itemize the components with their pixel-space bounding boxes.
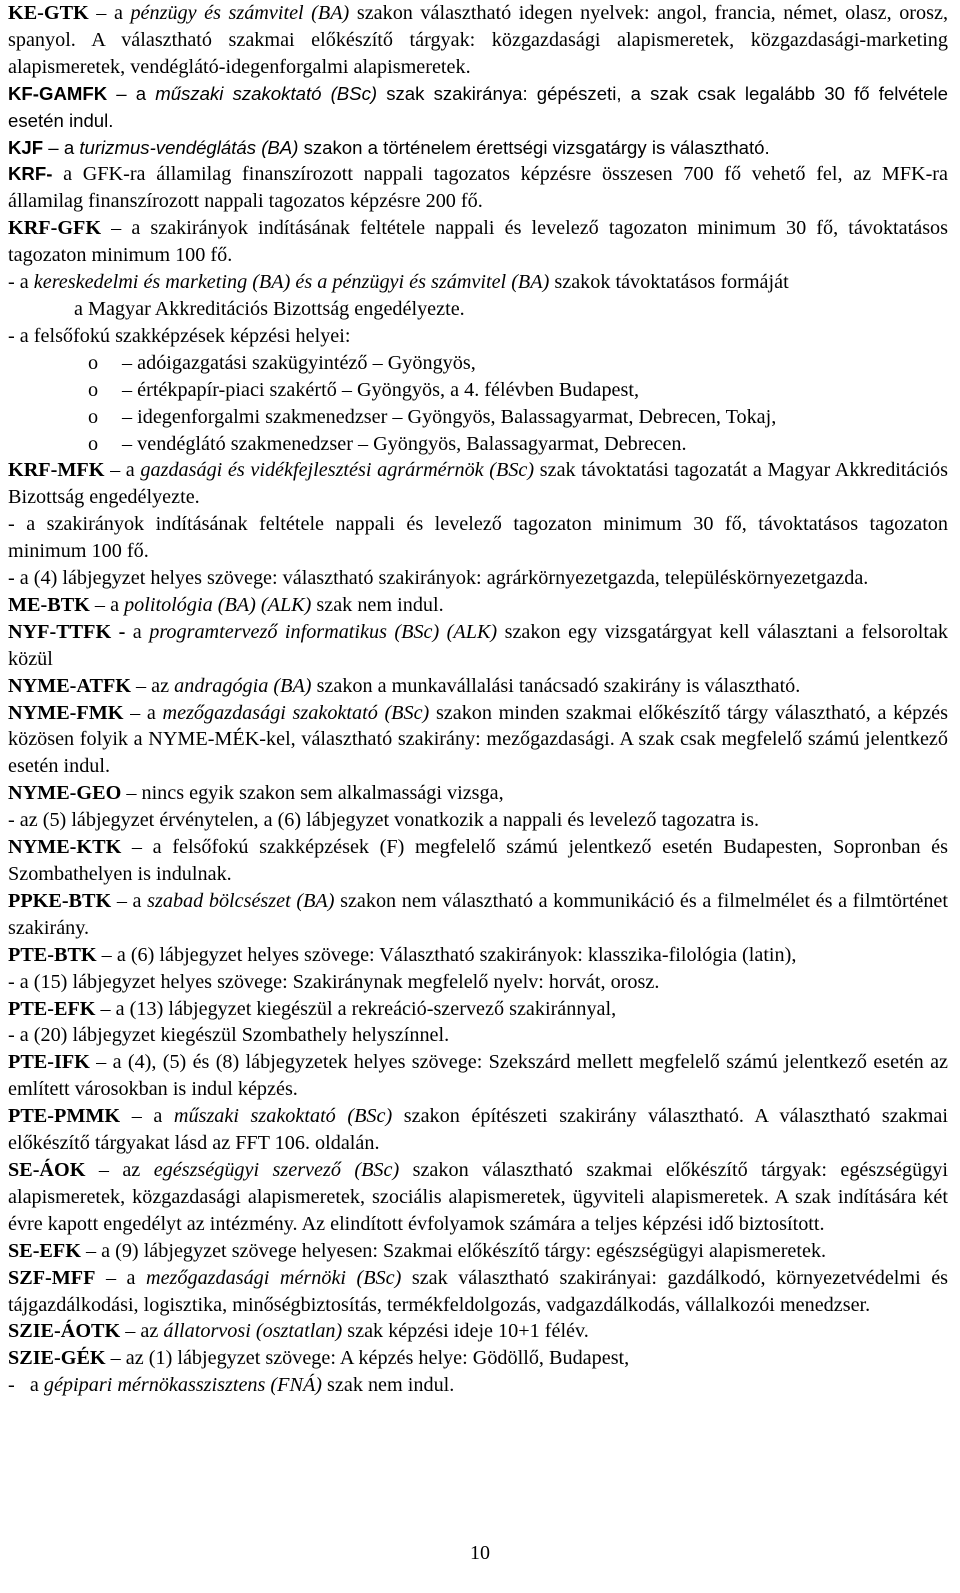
institution-code: PTE-BTK <box>8 943 97 966</box>
program-name: egészségügyi szervező (BSc) <box>153 1158 400 1181</box>
paragraph-ke-gtk <box>8 0 948 81</box>
text: – a felsőfokú szakképzések (F) megfelelő számú jelentkező esetén Budapesten, Sopronban és Szombathelyen is indulnak. <box>8 836 948 885</box>
text: szakon egy vizsgatárgyat kell választani a felsoroltak közül <box>8 620 949 670</box>
text: – az (1) lábjegyzet szövege: A képzés helye: Gödöllő, Budapest, <box>105 1347 630 1370</box>
paragraph-nyme-ktk <box>8 834 948 888</box>
krf-gfk-remote-note <box>8 269 948 296</box>
list-item <box>8 431 948 458</box>
institution-code: SE-ÁOK <box>8 1158 86 1181</box>
paragraph-kjf <box>8 135 948 162</box>
text: szakon választható szakmai előkészítő tárgyak: egészségügyi alapismeretek, közgazdasági alapismeretek, szociális alapismeretek, ügyviteli alapismeretek. A szak indítására két évre kapott engedélyt az intézmény. Az elindított évfolyamok számára a teljes képzési idő biztosított. <box>8 1158 948 1235</box>
szie-gek-note <box>8 1372 948 1399</box>
paragraph-kf-gamfk <box>8 81 948 135</box>
program-name: szabad bölcsészet (BA) <box>147 889 335 912</box>
text: szakon választható idegen nyelvek: angol, francia, német, olasz, orosz, spanyol. A választható szakmai előkészítő tárgyak: közgazdasági alapismeretek, közgazdasági-marketing alapismeretek, vendéglátó-idegenforgalmi alapismeretek. <box>8 2 948 78</box>
paragraph-pte-pmmk <box>8 1103 948 1157</box>
krf-gfk-remote-note-cont: a Magyar Akkreditációs Bizottság engedélyezte. <box>74 297 465 320</box>
institution-code: NYME-KTK <box>8 836 122 859</box>
institution-code: ME-BTK <box>8 593 90 616</box>
text: – az <box>120 1320 164 1343</box>
text: – a <box>43 136 80 158</box>
text: szakon minden szakmai előkészítő tárgy választható, a képzés közösen folyik a NYME-MÉK-kel, választható szakirány: mezőgazdasági. A szak csak megfelelő számú jelentkező esetén indul. <box>8 701 948 778</box>
krf-mfk-note-1: - a szakirányok indításának feltétele nappali és levelező tagozaton minimum 30 fő, távoktatásos tagozaton minimum 100 fő. <box>8 513 948 563</box>
institution-code: KE-GTK <box>8 2 89 24</box>
text: a <box>125 620 150 643</box>
text: - a <box>8 1374 44 1397</box>
paragraph-se-efk <box>8 1238 948 1265</box>
text: – a <box>111 889 148 912</box>
institution-code: KRF-GFK <box>8 217 102 240</box>
institution-code: SZF-MFF <box>8 1266 96 1289</box>
text: szakon nem választható a kommunikáció és a filmelmélet és a filmtörténet szakirány. <box>8 889 948 939</box>
program-name: politológia (BA) (ALK) <box>124 593 312 616</box>
text: – a <box>95 1266 146 1289</box>
paragraph-krf <box>8 161 948 215</box>
text: – nincs egyik szakon sem alkalmassági vizsga, <box>121 782 504 805</box>
nyme-geo-note: - az (5) lábjegyzet érvénytelen, a (6) lábjegyzet vonatkozik a nappali és levelező tagozatra is. <box>8 809 760 832</box>
paragraph-szie-gek <box>8 1345 948 1372</box>
text: szakok távoktatásos formáját <box>549 271 789 294</box>
text: – a <box>104 459 141 482</box>
program-name: mezőgazdasági szakoktató (BSc) <box>162 701 430 724</box>
bullet-marker: o <box>88 432 99 455</box>
program-name: pénzügy és számvitel (BA) <box>130 2 350 24</box>
institution-code: SZIE-GÉK <box>8 1347 106 1370</box>
institution-code: NYME-FMK <box>8 701 124 724</box>
text: – az <box>130 674 175 697</box>
text: – a (13) lábjegyzet kiegészül a rekreáció-szervező szakiránnyal, <box>95 997 617 1020</box>
institution-code: NYME-ATFK <box>8 674 131 697</box>
bullet-marker: o <box>88 378 99 401</box>
institution-code: PPKE-BTK <box>8 889 112 912</box>
text: szakon építészeti szakirány választható. A választható szakmai előkészítő tárgyakat lásd az FFT 106. oldalán. <box>8 1105 948 1155</box>
institution-code: PTE-EFK <box>8 997 96 1020</box>
text: – a (9) lábjegyzet szövege helyesen: Szakmai előkészítő tárgy: egészségügyi alapismeretek. <box>80 1239 827 1262</box>
bullet-marker: o <box>88 405 99 428</box>
list-item <box>8 377 948 404</box>
text: – a <box>120 1105 174 1128</box>
text: szak távoktatási tagozatát a Magyar Akkreditációs Bizottság engedélyezte. <box>8 459 948 509</box>
text: – a <box>89 593 125 616</box>
list-item <box>8 350 948 377</box>
text: – a <box>88 2 131 24</box>
text: – a <box>123 701 163 724</box>
list-item <box>8 404 948 431</box>
institution-code: SZIE-ÁOTK <box>8 1320 121 1343</box>
program-name: műszaki szakoktató (BSc) <box>173 1105 393 1128</box>
krf-gfk-locations-intro: - a felsőfokú szakképzések képzési helyei: <box>8 324 351 347</box>
paragraph-nyf-ttfk <box>8 619 948 673</box>
page-number: 10 <box>470 1542 490 1564</box>
institution-code: KRF- <box>8 163 53 185</box>
program-name: állatorvosi (osztatlan) <box>163 1320 343 1343</box>
list-item-text: – vendéglátó szakmenedzser – Gyöngyös, Balassagyarmat, Debrecen. <box>122 432 687 455</box>
paragraph-me-btk <box>8 592 948 619</box>
paragraph-krf-mfk <box>8 457 948 511</box>
paragraph-nyme-atfk <box>8 673 948 700</box>
program-name: andragógia (BA) <box>174 674 312 697</box>
pte-btk-note: - a (15) lábjegyzet helyes szövege: Szakiránynak megfelelő nyelv: horvát, orosz. <box>8 970 660 993</box>
paragraph-pte-ifk <box>8 1049 948 1103</box>
text: szak választható szakirányai: gazdálkodó, környezetvédelmi és tájgazdálkodási, logisztika, minőségbiztosítás, termékfeldolgozás, vadgazdálkodás, vállalkozói menedzser. <box>8 1266 949 1316</box>
paragraph-szie-aotk <box>8 1318 948 1345</box>
paragraph-pte-efk <box>8 996 948 1023</box>
institution-code: NYME-GEO <box>8 782 122 805</box>
paragraph-se-aok <box>8 1157 948 1238</box>
text: – a (4), (5) és (8) lábjegyzetek helyes szövege: Szekszárd mellett megfelelő számú jelentkező esetén az említett városokban is indul képzés. <box>8 1051 948 1101</box>
institution-code: KF-GAMFK <box>8 82 108 104</box>
paragraph-ppke-btk <box>8 888 948 942</box>
text: – <box>101 217 132 240</box>
institution-code: KRF-MFK <box>8 459 105 482</box>
institution-code: NYF-TTFK - <box>8 620 126 643</box>
locations-list <box>8 350 948 458</box>
text: a szakirányok indításának feltétele nappali és levelező tagozaton minimum 30 fő, távoktatásos tagozaton minimum 100 fő. <box>8 217 949 267</box>
text: szak nem indul. <box>322 1374 455 1397</box>
text: szak nem indul. <box>311 593 444 616</box>
krf-mfk-note-2: - a (4) lábjegyzet helyes szövege: választható szakirányok: agrárkörnyezetgazda, településkörnyezetgazda. <box>8 567 869 590</box>
program-name: gépipari mérnökasszisztens (FNÁ) <box>43 1374 322 1397</box>
list-item-text: – idegenforgalmi szakmenedzser – Gyöngyös, Balassagyarmat, Debrecen, Tokaj, <box>122 405 777 428</box>
text: – az <box>85 1158 154 1181</box>
text: – a (6) lábjegyzet helyes szövege: Választható szakirányok: klasszika-filológia (latin), <box>96 943 797 966</box>
paragraph-szf-mff <box>8 1265 948 1319</box>
program-name: programtervező informatikus (BSc) (ALK) <box>149 620 498 643</box>
institution-code: KJF <box>8 136 44 158</box>
institution-code: PTE-PMMK <box>8 1105 121 1128</box>
text: szak szakiránya: gépészeti, a szak csak legalább 30 fő felvétele esetén indul. <box>8 82 948 131</box>
bullet-marker: o <box>88 351 99 374</box>
institution-code: PTE-IFK <box>8 1051 90 1074</box>
paragraph-nyme-fmk <box>8 700 948 781</box>
text: szak képzési ideje 10+1 félév. <box>342 1320 589 1343</box>
pte-efk-note: - a (20) lábjegyzet kiegészül Szombathely helyszínnel. <box>8 1024 450 1047</box>
paragraph-krf-gfk <box>8 215 948 269</box>
text: szakon a történelem érettségi vizsgatárgy is választható. <box>298 136 770 158</box>
institution-code: SE-EFK <box>8 1239 81 1262</box>
list-item-text: – adóigazgatási szakügyintéző – Gyöngyös, <box>122 351 476 374</box>
text: a GFK-ra államilag finanszírozott nappali tagozatos képzésre összesen 700 fő vehető fel, az MFK-ra államilag finanszírozott nappali tagozatos képzésre 200 fő. <box>8 163 948 213</box>
text: – a <box>107 82 156 104</box>
paragraph-pte-btk <box>8 942 948 969</box>
program-name: mezőgazdasági mérnöki (BSc) <box>146 1266 402 1289</box>
list-item-text: – értékpapír-piaci szakértő – Gyöngyös, a 4. félévben Budapest, <box>122 378 640 401</box>
text: szakon a munkavállalási tanácsadó szakirány is választható. <box>311 674 801 697</box>
program-name: gazdasági és vidékfejlesztési agrármérnök (BSc) <box>140 459 535 482</box>
text: - a <box>8 271 34 294</box>
program-name: turizmus-vendéglátás (BA) <box>79 136 299 158</box>
paragraph-nyme-geo <box>8 780 948 807</box>
program-name: műszaki szakoktató (BSc) <box>155 82 378 104</box>
program-name: kereskedelmi és marketing (BA) és a pénzügyi és számvitel (BA) <box>33 271 550 294</box>
